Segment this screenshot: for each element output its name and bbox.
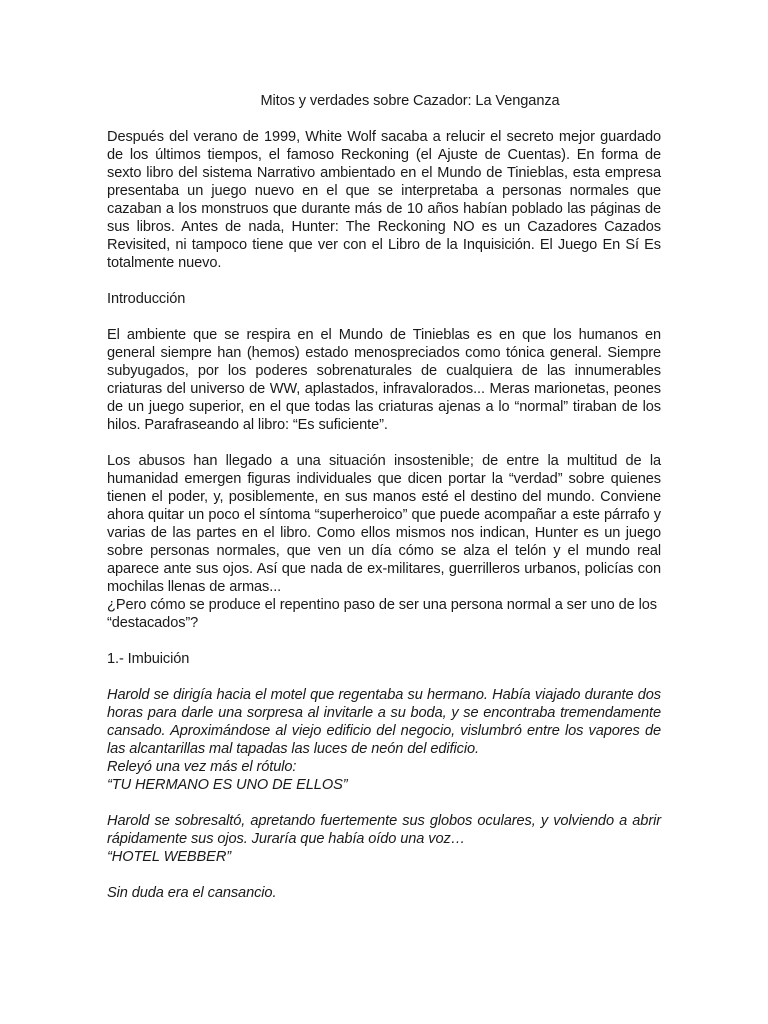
section-heading-imbuicion: 1.- Imbuición	[107, 651, 190, 667]
body-question: ¿Pero cómo se produce el repentino paso de ser una persona normal a ser uno de los “destacados”?	[107, 597, 657, 631]
document-title: Mitos y verdades sobre Cazador: La Venganza	[260, 93, 560, 109]
story-block	[107, 686, 661, 794]
intro-paragraph: Después del verano de 1999, White Wolf sacaba a relucir el secreto mejor guardado de los últimos tiempos, el famoso Reckoning (el Ajuste de Cuentas). En forma de sexto libro del sistema Narrativo ambientado en el Mundo de Tinieblas, esta empresa presentaba un juego nuevo en el que se interpretaba a personas normales que cazaban a los monstruos que durante más de 10 años habían poblado las páginas de sus libros. Antes de nada, Hunter: The Reckoning NO es un Cazadores Cazados Revisited, ni tampoco tiene que ver con el Libro de la Inquisición. El Juego En Sí Es totalmente nuevo.	[107, 129, 661, 271]
section-heading-introduccion: Introducción	[107, 291, 186, 307]
story-line: Sin duda era el cansancio.	[107, 885, 277, 901]
story-sign: “TU HERMANO ES UNO DE ELLOS”	[107, 777, 348, 793]
body-paragraph: El ambiente que se respira en el Mundo de Tinieblas es en que los humanos en general siempre han (hemos) estado menospreciados como tónica general. Siempre subyugados, por los poderes sobrenaturales de cualquiera de las innumerables criaturas del universo de WW, aplastados, infravalorados... Meras marionetas, peones de un juego superior, en el que todas las criaturas ajenas a lo “normal” tiraban de los hilos. Parafraseando al libro: “Es suficiente”.	[107, 327, 661, 433]
story-line: Releyó una vez más el rótulo:	[107, 759, 297, 775]
document-body	[107, 92, 661, 920]
story-sign: “HOTEL WEBBER”	[107, 849, 232, 865]
story-paragraph: Harold se dirigía hacia el motel que regentaba su hermano. Había viajado durante dos horas para darle una sorpresa al invitarle a su boda, y se encontraba tremendamente cansado. Aproximándose al viejo edificio del negocio, vislumbró entre los vapores de las alcantarillas mal tapadas las luces de neón del edificio.	[107, 687, 661, 757]
story-block	[107, 812, 661, 866]
body-paragraph: Los abusos han llegado a una situación insostenible; de entre la multitud de la humanidad emergen figuras individuales que dicen portar la “verdad” sobre quienes tienen el poder, y, posiblemente, en sus manos esté el destino del mundo. Conviene ahora quitar un poco el síntoma “superheroico” que puede acompañar a este párrafo y varias de las partes en el libro. Como ellos mismos nos indican, Hunter es un juego sobre personas normales, que ven un día cómo se alza el telón y el mundo real aparece ante sus ojos. Así que nada de ex-militares, guerrilleros urbanos, policías con mochilas llenas de armas...	[107, 453, 661, 595]
story-paragraph: Harold se sobresaltó, apretando fuertemente sus globos oculares, y volviendo a abrir rápidamente sus ojos. Juraría que había oído una voz…	[107, 813, 661, 847]
